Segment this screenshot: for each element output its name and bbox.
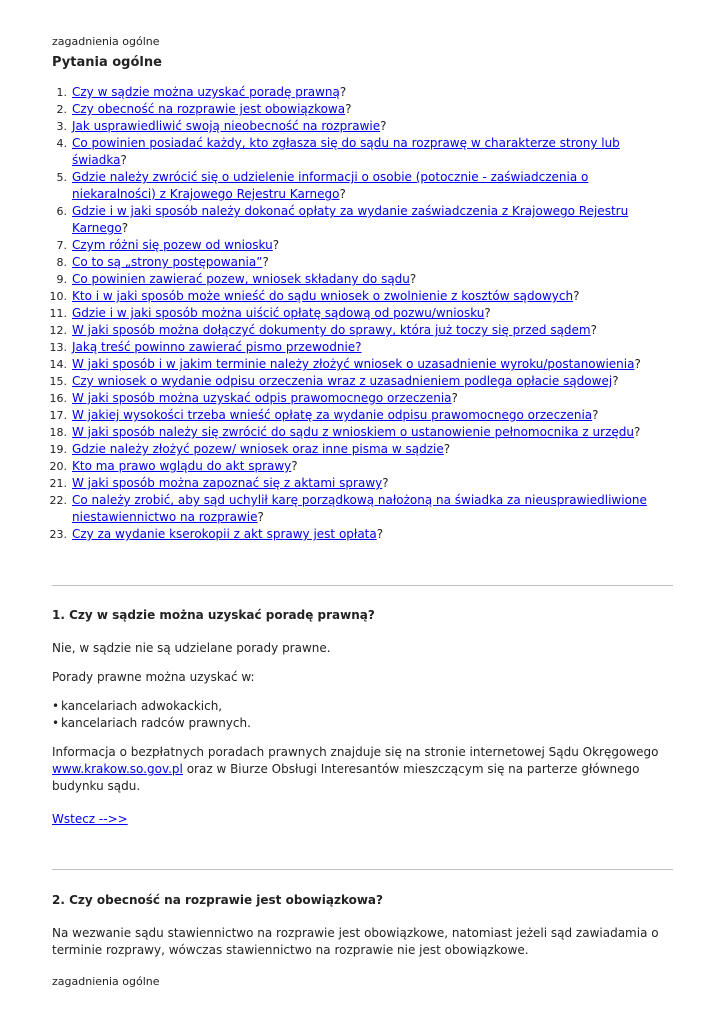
toc-item [42, 118, 672, 135]
toc-item [42, 373, 672, 390]
toc-item-suffix: ? [272, 238, 280, 252]
toc-link-23[interactable]: Czy za wydanie kserokopii z akt sprawy jest opłata [72, 527, 377, 541]
toc-link-18[interactable]: W jaki sposób należy się zwrócić do sądu z wnioskiem o ustanowienie pełnomocnika z urzędu [72, 425, 634, 439]
toc-item [42, 390, 672, 407]
toc-list [42, 84, 672, 543]
toc-link-19[interactable]: Gdzie należy złożyć pozew/ wniosek oraz inne pisma w sądzie [72, 442, 444, 456]
section-1-info [52, 744, 677, 795]
toc-item-suffix: ? [257, 510, 264, 524]
toc-link-8[interactable]: Co to są „strony postępowania” [72, 255, 263, 269]
list-item-text: kancelariach radców prawnych. [61, 716, 251, 730]
bullet-icon: • [52, 716, 60, 730]
toc-item-number: 10. [49, 290, 67, 303]
toc-item [42, 169, 672, 203]
toc-item [42, 441, 672, 458]
toc-item [42, 407, 672, 424]
toc-item-number: 5. [56, 171, 67, 184]
toc-link-7[interactable]: Czym różni się pozew od wniosku [72, 238, 273, 252]
toc-item [42, 356, 672, 373]
toc-item-suffix: ? [121, 221, 129, 235]
toc-title: Pytania ogólne [52, 55, 162, 70]
toc-link-11[interactable]: Gdzie i w jaki sposób można uiścić opłatę sądową od pozwu/wniosku [72, 306, 485, 320]
toc-item-suffix: ? [592, 408, 599, 422]
toc-item [42, 84, 672, 101]
toc-link-12[interactable]: W jaki sposób można dołączyć dokumenty do sprawy, która już toczy się przed sądem [72, 323, 591, 337]
toc-item-suffix: ? [120, 153, 127, 167]
toc-item-number: 13. [49, 341, 67, 354]
toc-item [42, 271, 672, 288]
toc-item-number: 2. [56, 103, 67, 116]
info-text-before: Informacja o bezpłatnych poradach prawnych znajduje się na stronie internetowej Sądu Okręgowego [52, 745, 659, 759]
toc-item-number: 9. [56, 273, 67, 286]
toc-link-9[interactable]: Co powinien zawierać pozew, wniosek składany do sądu [72, 272, 410, 286]
toc-item [42, 424, 672, 441]
toc-item-suffix: ? [634, 357, 641, 371]
toc-item-suffix: ? [339, 187, 346, 201]
list-item [52, 715, 677, 732]
toc-link-3[interactable]: Jak usprawiedliwić swoją nieobecność na rozprawie [72, 119, 381, 133]
toc-item-suffix: ? [633, 425, 641, 439]
toc-link-6[interactable]: Gdzie i w jaki sposób należy dokonać opłaty za wydanie zaświadczenia z Krajowego Rejestru Karnego [72, 204, 629, 235]
toc-link-14[interactable]: W jaki sposób i w jakim terminie należy złożyć wniosek o uzasadnienie wyroku/postanowienia [72, 357, 635, 371]
section-1-intro: Porady prawne można uzyskać w: [52, 670, 255, 684]
toc-item-number: 22. [49, 494, 67, 507]
toc-item-number: 23. [49, 528, 67, 541]
toc-item-suffix: ? [484, 306, 491, 320]
toc-item-number: 19. [49, 443, 67, 456]
section-2-answer: Na wezwanie sądu stawiennictwo na rozprawie jest obowiązkowe, natomiast jeżeli sąd zawiadamia o terminie rozprawy, wówczas stawiennictwo na rozprawie nie jest obowiązkowe. [52, 926, 659, 957]
toc-item-suffix: ? [612, 374, 619, 388]
toc-item-number: 8. [56, 256, 67, 269]
toc-item [42, 458, 672, 475]
toc-item-number: 12. [49, 324, 67, 337]
toc-item-suffix: ? [382, 476, 389, 490]
toc-item-number: 15. [49, 375, 67, 388]
toc-item-suffix: ? [345, 102, 352, 116]
toc-item [42, 237, 672, 254]
toc-link-17[interactable]: W jakiej wysokości trzeba wnieść opłatę za wydanie odpisu prawomocnego orzeczenia [72, 408, 593, 422]
back-paragraph [52, 811, 677, 828]
toc-item [42, 475, 672, 492]
toc-item [42, 492, 672, 526]
info-text-after: oraz w Biurze Obsługi Interesantów mieszczącym się na parterze głównego budynku sądu. [52, 762, 640, 793]
toc-link-16[interactable]: W jaki sposób można uzyskać odpis prawomocnego orzeczenia [72, 391, 452, 405]
toc-link-15[interactable]: Czy wniosek o wydanie odpisu orzeczenia wraz z uzasadnieniem podlega opłacie sądowej [72, 374, 613, 388]
toc-link-5[interactable]: Gdzie należy zwrócić się o udzielenie informacji o osobie (potocznie - zaświadczenia o niekaralności) z Krajowego Rejestru Karnego [72, 170, 589, 201]
toc-link-2[interactable]: Czy obecność na rozprawie jest obowiązkowa [72, 102, 346, 116]
toc-item [42, 203, 672, 237]
section-1-bullet-list [52, 698, 677, 732]
back-link[interactable]: Wstecz -->> [52, 812, 128, 826]
toc-link-13[interactable]: Jaką treść powinno zawierać pismo przewodnie? [72, 340, 362, 354]
running-header: zagadnienia ogólne [52, 35, 160, 48]
toc-item-suffix: ? [380, 119, 387, 133]
toc-link-20[interactable]: Kto ma prawo wglądu do akt sprawy [72, 459, 292, 473]
toc-item-number: 3. [56, 120, 67, 133]
bullet-icon: • [52, 699, 60, 713]
toc-item-suffix: ? [409, 272, 417, 286]
toc-item-suffix: ? [291, 459, 298, 473]
toc-item-number: 6. [56, 205, 67, 218]
running-footer: zagadnienia ogólne [52, 975, 160, 988]
toc-item-number: 21. [49, 477, 67, 490]
list-item [52, 698, 677, 715]
toc-item-number: 7. [56, 239, 67, 252]
toc-item [42, 322, 672, 339]
section-2-heading: 2. Czy obecność na rozprawie jest obowiązkowa? [52, 893, 383, 907]
toc-item-suffix: ? [339, 85, 347, 99]
toc-item-suffix: ? [262, 255, 269, 269]
toc-item-number: 11. [49, 307, 67, 320]
toc-link-4[interactable]: Co powinien posiadać każdy, kto zgłasza się do sądu na rozprawę w charakterze strony lub świadka [72, 136, 620, 167]
section-1 [52, 607, 677, 840]
toc-item [42, 288, 672, 305]
section-divider [52, 869, 673, 870]
toc-item-suffix: ? [590, 323, 597, 337]
toc-item-number: 4. [56, 137, 67, 150]
toc-item-suffix: ? [573, 289, 580, 303]
section-2 [52, 892, 677, 971]
section-divider [52, 585, 673, 586]
toc-item-number: 16. [49, 392, 67, 405]
toc-item-number: 14. [49, 358, 67, 371]
toc-item-number: 1. [56, 86, 67, 99]
toc-link-21[interactable]: W jaki sposób można zapoznać się z aktami sprawy [72, 476, 383, 490]
section-1-answer: Nie, w sądzie nie są udzielane porady prawne. [52, 641, 331, 655]
toc-item-number: 17. [49, 409, 67, 422]
toc-item-number: 20. [49, 460, 67, 473]
toc-item-suffix: ? [443, 442, 451, 456]
court-website-link[interactable]: www.krakow.so.gov.pl [52, 762, 183, 776]
toc-link-1[interactable]: Czy w sądzie można uzyskać poradę prawną [72, 85, 340, 99]
toc-item [42, 339, 672, 356]
toc-item [42, 305, 672, 322]
toc-item [42, 135, 672, 169]
toc-item [42, 254, 672, 271]
section-1-heading: 1. Czy w sądzie można uzyskać poradę prawną? [52, 608, 375, 622]
toc-link-22[interactable]: Co należy zrobić, aby sąd uchylił karę porządkową nałożoną na świadka za nieusprawiedliwione niestawiennictwo na rozprawie [72, 493, 647, 524]
toc-item-suffix: ? [451, 391, 458, 405]
toc-item [42, 101, 672, 118]
toc-item [42, 526, 672, 543]
list-item-text: kancelariach adwokackich, [61, 699, 223, 713]
toc-item-number: 18. [49, 426, 67, 439]
toc-item-suffix: ? [376, 527, 384, 541]
toc-link-10[interactable]: Kto i w jaki sposób może wnieść do sądu wniosek o zwolnienie z kosztów sądowych [72, 289, 574, 303]
